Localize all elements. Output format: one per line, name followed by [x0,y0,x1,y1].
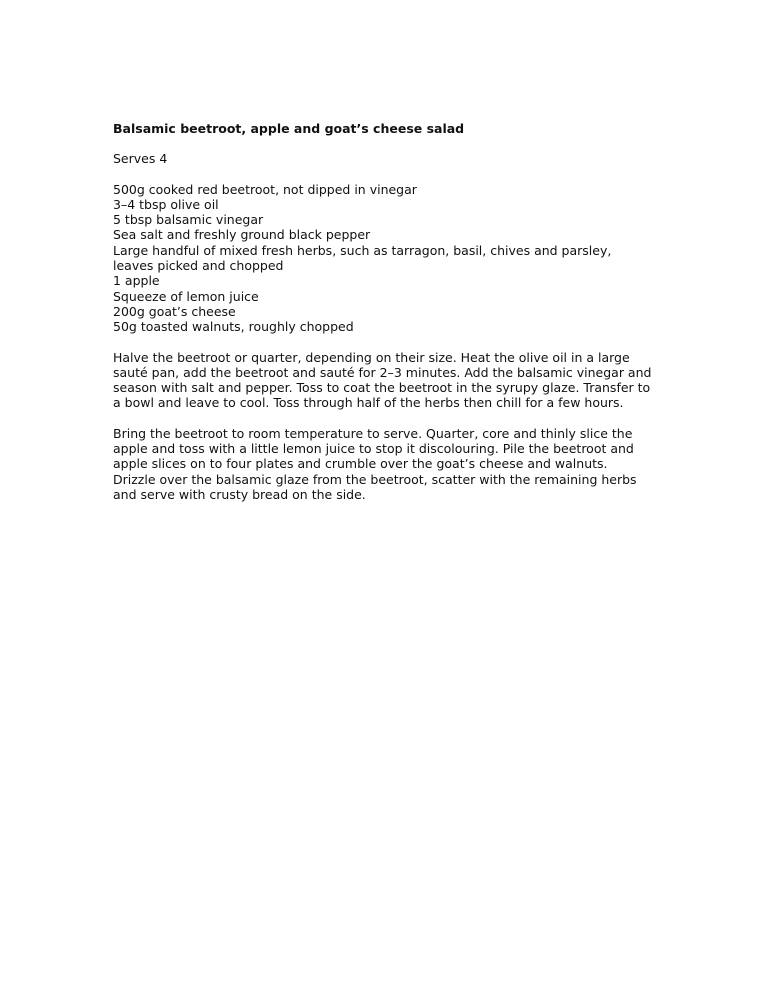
document-page [113,121,653,517]
recipe-title: Balsamic beetroot, apple and goat’s cheese salad [113,121,465,136]
ingredient-item: 5 tbsp balsamic vinegar [113,212,264,228]
ingredients-list [113,182,653,335]
ingredient-item: Large handful of mixed fresh herbs, such as tarragon, basil, chives and parsley, leaves picked and chopped [113,242,612,274]
serves-line: Serves 4 [113,151,168,167]
ingredient-item: 3–4 tbsp olive oil [113,196,219,212]
method-paragraph: Bring the beetroot to room temperature to serve. Quarter, core and thinly slice the apple and toss with a little lemon juice to stop it discolouring. Pile the beetroot and apple slices on to four plates and crumble over the goat’s cheese and walnuts. Drizzle over the balsamic glaze from the beetroot, scatter with the remaining herbs and serve with crusty bread on the side. [113,425,637,502]
ingredient-item: 500g cooked red beetroot, not dipped in vinegar [113,181,417,197]
ingredient-item: Squeeze of lemon juice [113,288,259,304]
ingredient-item: 50g toasted walnuts, roughly chopped [113,319,354,335]
ingredient-item: 1 apple [113,273,160,289]
ingredient-item: Sea salt and freshly ground black pepper [113,227,371,243]
method-paragraph: Halve the beetroot or quarter, depending on their size. Heat the olive oil in a large sauté pan, add the beetroot and sauté for 2–3 minutes. Add the balsamic vinegar and season with salt and pepper. Toss to coat the beetroot in the syrupy glaze. Transfer to a bowl and leave to cool. Toss through half of the herbs then chill for a few hours. [113,349,652,411]
ingredient-item: 200g goat’s cheese [113,303,236,319]
